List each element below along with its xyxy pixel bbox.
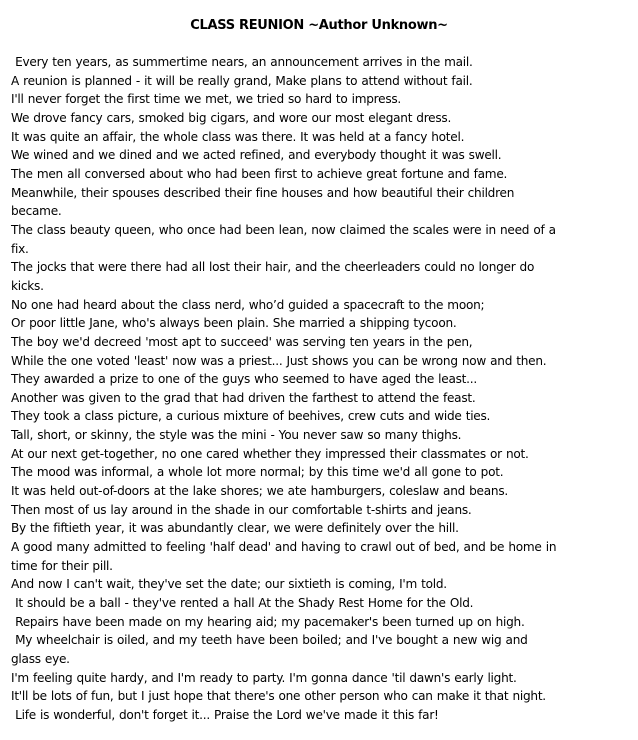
poem-line: kicks. [11, 278, 44, 293]
poem-line: The class beauty queen, who once had been lean, now claimed the scales were in need of a [11, 222, 556, 237]
poem-line: Tall, short, or skinny, the style was the mini - You never saw so many thighs. [11, 428, 462, 443]
poem-line: The jocks that were there had all lost their hair, and the cheerleaders could no longer do [11, 260, 535, 275]
poem-line: It'll be lots of fun, but I just hope that there's one other person who can make it that night. [11, 689, 546, 704]
poem-line: fix. [11, 241, 29, 256]
poem-line: Or poor little Jane, who's always been plain. She married a shipping tycoon. [11, 316, 457, 331]
poem-line: Then most of us lay around in the shade in our comfortable t-shirts and jeans. [11, 502, 472, 517]
poem-line: I'll never forget the first time we met, we tried so hard to impress. [11, 92, 402, 107]
poem-line: The boy we'd decreed 'most apt to succeed' was serving ten years in the pen, [11, 334, 473, 349]
poem-line: It was held out-of-doors at the lake shores; we ate hamburgers, coleslaw and beans. [11, 484, 508, 499]
poem-line: Life is wonderful, don't forget it... Praise the Lord we've made it this far! [11, 707, 439, 722]
poem-line: At our next get-together, no one cared whether they impressed their classmates or not. [11, 446, 529, 461]
poem-line: They took a class picture, a curious mixture of beehives, crew cuts and wide ties. [11, 409, 491, 424]
poem-line: The men all conversed about who had been first to achieve great fortune and fame. [11, 166, 508, 181]
poem-line: became. [11, 204, 62, 219]
poem-line: I'm feeling quite hardy, and I'm ready to party. I'm gonna dance 'til dawn's early light. [11, 670, 517, 685]
poem-line: They awarded a prize to one of the guys who seemed to have aged the least... [11, 372, 477, 387]
poem-line: My wheelchair is oiled, and my teeth have been boiled; and I've bought a new wig and [11, 633, 528, 648]
poem-line: A good many admitted to feeling 'half dead' and having to crawl out of bed, and be home in [11, 540, 557, 555]
poem-line: We drove fancy cars, smoked big cigars, and wore our most elegant dress. [11, 110, 452, 125]
poem-line: While the one voted 'least' now was a priest... Just shows you can be wrong now and then. [11, 353, 547, 368]
poem-line: A reunion is planned - it will be really grand, Make plans to attend without fail. [11, 73, 473, 88]
poem-line: Another was given to the grad that had driven the farthest to attend the feast. [11, 390, 476, 405]
poem-line: And now I can't wait, they've set the date; our sixtieth is coming, I'm told. [11, 577, 447, 592]
poem-body [11, 53, 638, 725]
poem-line: We wined and we dined and we acted refined, and everybody thought it was swell. [11, 148, 502, 163]
poem-line: glass eye. [11, 652, 70, 666]
poem-line: Repairs have been made on my hearing aid; my pacemaker's been turned up on high. [11, 614, 525, 629]
poem-line: It should be a ball - they've rented a hall At the Shady Rest Home for the Old. [11, 596, 474, 611]
poem-title: CLASS REUNION ~Author Unknown~ [190, 18, 448, 33]
poem-line: Every ten years, as summertime nears, an announcement arrives in the mail. [11, 55, 473, 69]
poem-line: time for their pill. [11, 558, 113, 573]
poem-line: It was quite an affair, the whole class was there. It was held at a fancy hotel. [11, 129, 465, 144]
poem-line: No one had heard about the class nerd, who’d guided a spacecraft to the moon; [11, 297, 485, 312]
poem-line: By the fiftieth year, it was abundantly clear, we were definitely over the hill. [11, 521, 459, 536]
poem-line: The mood was informal, a whole lot more normal; by this time we'd all gone to pot. [11, 465, 504, 480]
poem-line: Meanwhile, their spouses described their fine houses and how beautiful their children [11, 185, 515, 200]
